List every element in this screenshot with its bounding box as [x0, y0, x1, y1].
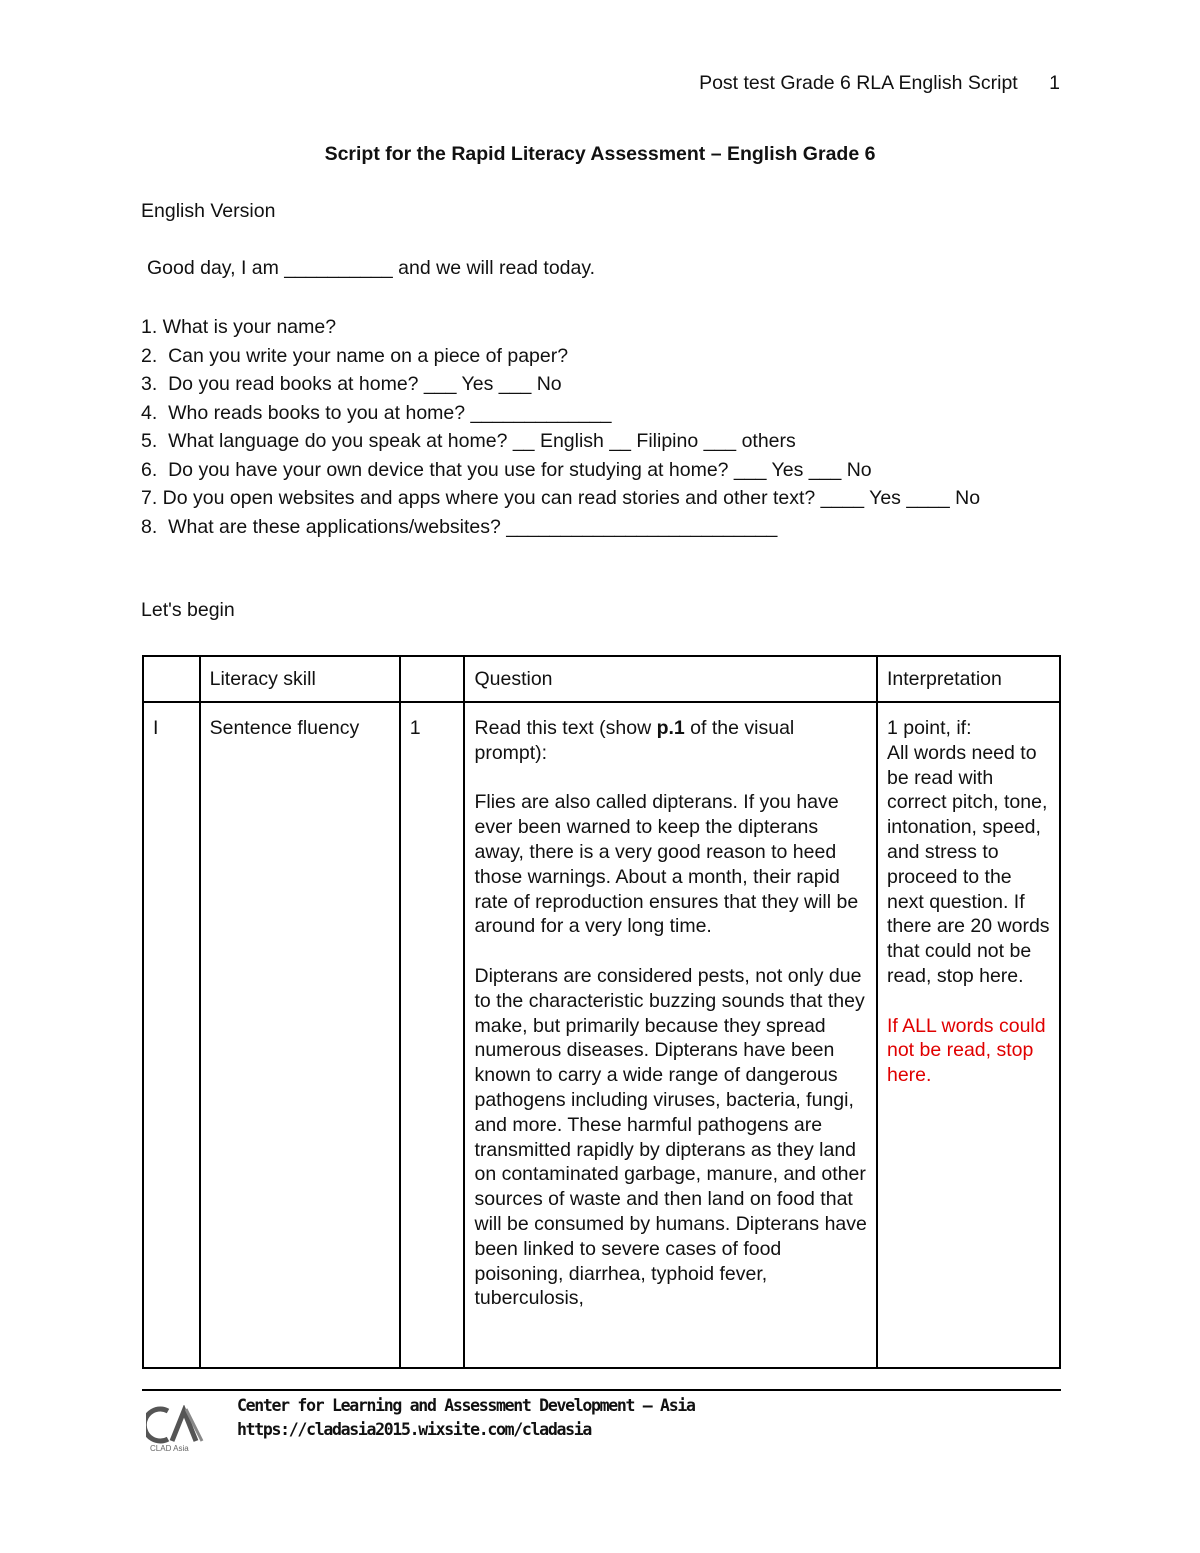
question-cell	[464, 702, 876, 1368]
interpretation-cell	[877, 702, 1060, 1368]
footer-divider-accent	[142, 1389, 216, 1391]
question-item-5: 5. What language do you speak at home? __ English __ Filipino ___ others	[141, 430, 796, 452]
item-number-cell: 1	[400, 702, 465, 1368]
header-cell-section	[143, 656, 200, 702]
question-item-7: 7. Do you open websites and apps where you can read stories and other text? ____ Yes ____ No	[141, 487, 981, 509]
question-item-3: 3. Do you read books at home? ___ Yes ___ No	[141, 373, 562, 395]
footer-org-name: Center for Learning and Assessment Development – Asia	[237, 1396, 695, 1415]
table-header-row	[143, 656, 1060, 702]
header-cell-question: Question	[464, 656, 876, 702]
question-item-4: 4. Who reads books to you at home? _____________	[141, 401, 612, 424]
document-title: Script for the Rapid Literacy Assessment – English Grade 6	[324, 143, 876, 165]
section-cell: I	[143, 702, 200, 1368]
header-cell-interpretation: Interpretation	[877, 656, 1060, 702]
question-list	[141, 313, 1061, 541]
version-label: English Version	[141, 200, 276, 222]
passage-paragraph-2: Dipterans are considered pests, not only due to the characteristic buzzing sounds that they make, but primarily because they spread numerous diseases. Dipterans have been known to carry a wide range of dangerous pathogens including viruses, bacteria, fungi, and more. These harmful pathogens are transmitted rapidly by dipterans as they land on contaminated garbage, manure, and other sources of waste and then land on food that will be consumed by humans. Dipterans have been linked to severe cases of food poisoning, diarrhea, typhoid fever, tuberculosis,	[474, 964, 867, 1310]
question-item-6: 6. Do you have your own device that you use for studying at home? ___ Yes ___ No	[141, 458, 872, 481]
passage-paragraph-1: Flies are also called dipterans. If you have ever been warned to keep the dipterans away, there is a very good reason to heed those warnings. About a month, their rapid rate of reproduction ensures that they will be around for a very long time.	[474, 791, 859, 938]
footer-divider	[142, 1389, 1061, 1391]
header-cell-skill: Literacy skill	[200, 656, 400, 702]
greeting-line: Good day, I am __________ and we will read today.	[147, 257, 596, 279]
clad-asia-logo	[146, 1405, 218, 1453]
running-header	[600, 72, 1060, 95]
interpretation-text: 1 point, if: All words need to be read with correct pitch, tone, intonation, speed, and stress to proceed to the next question. If there are 20 words that could not be read, stop here.	[886, 717, 1050, 987]
page-number: 1	[1049, 72, 1060, 94]
table-row	[143, 702, 1060, 1368]
header-cell-item	[400, 656, 465, 702]
assessment-table	[142, 655, 1061, 1369]
svg-text:CLAD Asia: CLAD Asia	[150, 1444, 189, 1453]
question-item-1: 1. What is your name?	[141, 316, 337, 338]
question-item-2: 2. Can you write your name on a piece of paper?	[141, 344, 569, 367]
running-title: Post test Grade 6 RLA English Script	[699, 72, 1018, 94]
lets-begin-label: Let's begin	[141, 599, 235, 621]
question-item-8: 8. What are these applications/websites? _________________________	[141, 515, 778, 538]
skill-cell: Sentence fluency	[200, 702, 400, 1368]
footer-org-block	[237, 1394, 695, 1442]
question-instruction: Read this text (show p.1 of the visual prompt):	[474, 717, 795, 764]
interpretation-stop-warning: If ALL words could not be read, stop here.	[886, 1014, 1046, 1087]
footer-url-link[interactable]: https://cladasia2015.wixsite.com/cladasia	[237, 1420, 591, 1439]
